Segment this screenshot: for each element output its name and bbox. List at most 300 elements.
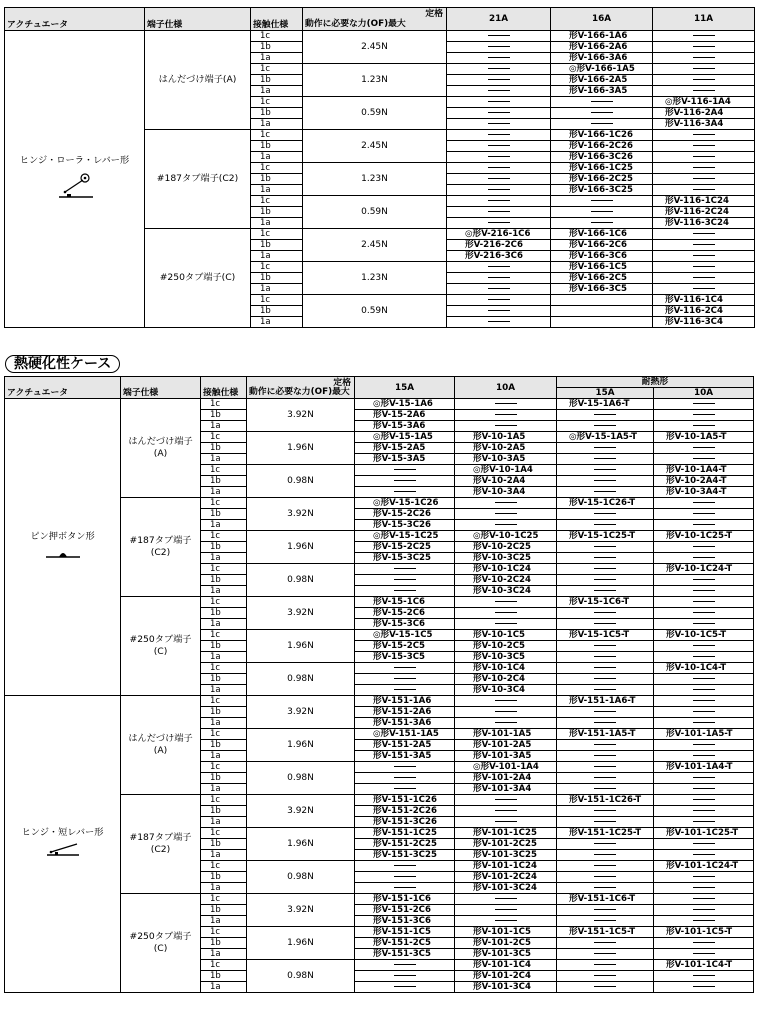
- model-cell: 形V-10-2C25: [455, 542, 557, 553]
- dash-cell: [447, 196, 551, 207]
- contact-cell: 1b: [201, 707, 247, 718]
- dash-cell: [447, 75, 551, 86]
- model-cell: 形V-101-2C5: [455, 938, 557, 949]
- dash-cell: [557, 938, 654, 949]
- model-cell: 形V-15-2C26: [355, 509, 455, 520]
- terminal-cell: [145, 31, 251, 130]
- dash-line: [693, 656, 715, 657]
- terminal-label: #250タブ端子(C): [159, 272, 236, 283]
- actuator-label: ピン押ボタン形: [30, 530, 95, 542]
- dash-line: [591, 123, 613, 124]
- dash-cell: [455, 905, 557, 916]
- dash-cell: [557, 949, 654, 960]
- contact-cell: 1b: [251, 240, 303, 251]
- model-cell: ◎形V-151-1A5: [355, 729, 455, 740]
- contact-cell: 1c: [251, 295, 303, 306]
- dash-cell: [447, 53, 551, 64]
- dash-cell: [654, 894, 754, 905]
- model-cell: 形V-151-1C5-T: [557, 927, 654, 938]
- dash-cell: [557, 883, 654, 894]
- model-cell: 形V-15-3C5: [355, 652, 455, 663]
- dash-line: [693, 953, 715, 954]
- dash-line: [693, 90, 715, 91]
- dash-line: [488, 321, 510, 322]
- contact-cell: 1b: [201, 806, 247, 817]
- dash-cell: [654, 641, 754, 652]
- force-cell: 1.96N: [247, 432, 355, 465]
- dash-cell: [653, 31, 755, 42]
- model-cell: 形V-15-1A6-T: [557, 399, 654, 410]
- terminal-cell: [121, 795, 201, 894]
- dash-line: [394, 887, 416, 888]
- model-cell: 形V-15-2C5: [355, 641, 455, 652]
- dash-cell: [455, 817, 557, 828]
- dash-line: [488, 167, 510, 168]
- model-cell: 形V-10-1A4-T: [654, 465, 754, 476]
- terminal-cell: [145, 130, 251, 229]
- header-force: 動作に必要な力(OF)最大: [305, 19, 406, 29]
- model-cell: 形V-101-3A4: [455, 784, 557, 795]
- model-cell: 形V-10-2C5: [455, 641, 557, 652]
- terminal-cell: [121, 894, 201, 993]
- model-cell: 形V-166-2C25: [551, 174, 653, 185]
- contact-cell: 1b: [251, 207, 303, 218]
- model-cell: 形V-166-1C5: [551, 262, 653, 273]
- dash-cell: [653, 86, 755, 97]
- dash-line: [594, 645, 616, 646]
- dash-cell: [557, 487, 654, 498]
- dash-cell: [455, 894, 557, 905]
- contact-cell: 1a: [201, 553, 247, 564]
- dash-cell: [557, 553, 654, 564]
- contact-cell: 1a: [201, 586, 247, 597]
- dash-line: [594, 865, 616, 866]
- contact-cell: 1c: [201, 861, 247, 872]
- model-cell: 形V-10-3C5: [455, 652, 557, 663]
- force-cell: 1.23N: [303, 163, 447, 196]
- header-terminal: 端子仕様: [145, 8, 251, 31]
- section-title-thermoset-case: 熱硬化性ケース: [5, 355, 120, 373]
- contact-cell: 1b: [201, 872, 247, 883]
- model-cell: ◎形V-15-1A5: [355, 432, 455, 443]
- dash-line: [495, 821, 517, 822]
- dash-line: [693, 156, 715, 157]
- dash-line: [594, 579, 616, 580]
- dash-line: [488, 68, 510, 69]
- terminal-label: #250タブ端子: [129, 634, 192, 645]
- model-cell: 形V-101-1A5: [455, 729, 557, 740]
- dash-line: [693, 755, 715, 756]
- model-cell: 形V-10-2C24: [455, 575, 557, 586]
- dash-cell: [447, 207, 551, 218]
- model-cell: 形V-116-2C4: [653, 306, 755, 317]
- model-cell: 形V-15-3C25: [355, 553, 455, 564]
- contact-cell: 1c: [201, 795, 247, 806]
- table-thermoset-case: [4, 376, 754, 993]
- dash-cell: [557, 861, 654, 872]
- dash-cell: [654, 718, 754, 729]
- dash-cell: [653, 251, 755, 262]
- model-cell: 形V-151-1C26-T: [557, 795, 654, 806]
- dash-line: [594, 744, 616, 745]
- dash-cell: [455, 619, 557, 630]
- dash-line: [594, 678, 616, 679]
- dash-line: [693, 645, 715, 646]
- terminal-label: (C): [153, 943, 168, 954]
- contact-cell: 1c: [251, 64, 303, 75]
- model-cell: 形V-166-3A6: [551, 53, 653, 64]
- dash-line: [495, 601, 517, 602]
- dash-line: [495, 513, 517, 514]
- dash-line: [394, 777, 416, 778]
- force-cell: 0.98N: [247, 960, 355, 993]
- dash-line: [488, 35, 510, 36]
- dash-line: [488, 101, 510, 102]
- dash-cell: [654, 751, 754, 762]
- dash-line: [591, 200, 613, 201]
- dash-cell: [447, 64, 551, 75]
- model-cell: 形V-166-3C5: [551, 284, 653, 295]
- contact-cell: 1a: [251, 119, 303, 130]
- dash-cell: [557, 509, 654, 520]
- terminal-label: (C): [153, 646, 168, 657]
- dash-line: [594, 964, 616, 965]
- dash-line: [594, 942, 616, 943]
- contact-cell: 1a: [201, 421, 247, 432]
- force-cell: 3.92N: [247, 894, 355, 927]
- model-cell: 形V-10-1C25-T: [654, 531, 754, 542]
- model-cell: 形V-15-2A6: [355, 410, 455, 421]
- dash-cell: [653, 229, 755, 240]
- force-cell: 1.23N: [303, 64, 447, 97]
- terminal-label: はんだづけ端子: [128, 436, 193, 447]
- dash-line: [693, 689, 715, 690]
- model-cell: ◎形V-166-1A5: [551, 64, 653, 75]
- dash-line: [495, 909, 517, 910]
- dash-cell: [551, 119, 653, 130]
- dash-line: [495, 403, 517, 404]
- dash-line: [488, 178, 510, 179]
- dash-line: [693, 975, 715, 976]
- dash-line: [488, 46, 510, 47]
- terminal-label: #187タブ端子: [129, 535, 192, 546]
- contact-cell: 1c: [201, 894, 247, 905]
- dash-cell: [355, 685, 455, 696]
- dash-line: [693, 244, 715, 245]
- dash-cell: [654, 817, 754, 828]
- contact-cell: 1a: [201, 685, 247, 696]
- model-cell: 形V-10-2A4-T: [654, 476, 754, 487]
- contact-cell: 1b: [251, 306, 303, 317]
- dash-line: [693, 678, 715, 679]
- dash-cell: [455, 707, 557, 718]
- model-cell: 形V-216-3C6: [447, 251, 551, 262]
- model-cell: 形V-151-1C6: [355, 894, 455, 905]
- model-cell: 形V-10-1A5: [455, 432, 557, 443]
- model-cell: 形V-10-3C24: [455, 586, 557, 597]
- dash-line: [488, 90, 510, 91]
- dash-cell: [653, 185, 755, 196]
- model-cell: 形V-10-2A4: [455, 476, 557, 487]
- dash-cell: [355, 575, 455, 586]
- dash-cell: [447, 284, 551, 295]
- dash-cell: [447, 295, 551, 306]
- dash-line: [693, 942, 715, 943]
- dash-line: [495, 623, 517, 624]
- dash-cell: [447, 185, 551, 196]
- dash-cell: [447, 262, 551, 273]
- model-cell: 形V-10-3C4: [455, 685, 557, 696]
- dash-cell: [653, 141, 755, 152]
- actuator-label: ヒンジ・短レバー形: [21, 826, 104, 838]
- dash-line: [591, 211, 613, 212]
- model-cell: 形V-101-3C5: [455, 949, 557, 960]
- dash-line: [594, 920, 616, 921]
- header-col-15a: 15A: [355, 377, 455, 399]
- dash-line: [693, 612, 715, 613]
- dash-cell: [455, 520, 557, 531]
- dash-line: [394, 491, 416, 492]
- model-cell: 形V-166-3C25: [551, 185, 653, 196]
- terminal-label: (A): [153, 745, 168, 756]
- header-actuator: アクチュエータ: [5, 377, 121, 399]
- model-cell: 形V-15-1C5-T: [557, 630, 654, 641]
- contact-cell: 1a: [201, 817, 247, 828]
- model-cell: 形V-116-2A4: [653, 108, 755, 119]
- dash-cell: [654, 619, 754, 630]
- model-cell: 形V-116-3C4: [653, 317, 755, 328]
- dash-cell: [653, 75, 755, 86]
- contact-cell: 1a: [201, 916, 247, 927]
- dash-line: [693, 35, 715, 36]
- dash-line: [594, 722, 616, 723]
- model-cell: 形V-151-2A6: [355, 707, 455, 718]
- dash-line: [495, 502, 517, 503]
- force-cell: 1.96N: [247, 828, 355, 861]
- dash-cell: [557, 410, 654, 421]
- dash-cell: [455, 795, 557, 806]
- model-cell: 形V-10-1C4: [455, 663, 557, 674]
- contact-cell: 1a: [251, 218, 303, 229]
- force-cell: 0.98N: [247, 564, 355, 597]
- dash-line: [488, 288, 510, 289]
- dash-line: [693, 403, 715, 404]
- header-force-rating: [247, 377, 355, 399]
- dash-cell: [654, 575, 754, 586]
- contact-cell: 1b: [251, 174, 303, 185]
- model-cell: 形V-15-1C6: [355, 597, 455, 608]
- dash-cell: [557, 839, 654, 850]
- dash-line: [394, 788, 416, 789]
- dash-line: [693, 134, 715, 135]
- dash-line: [693, 821, 715, 822]
- dash-line: [594, 766, 616, 767]
- contact-cell: 1b: [201, 410, 247, 421]
- dash-line: [693, 788, 715, 789]
- dash-line: [488, 57, 510, 58]
- model-cell: 形V-101-2C25: [455, 839, 557, 850]
- terminal-label: はんだづけ端子(A): [158, 74, 237, 85]
- dash-cell: [455, 916, 557, 927]
- model-cell: 形V-116-1C4: [653, 295, 755, 306]
- force-cell: 1.96N: [247, 729, 355, 762]
- dash-cell: [654, 850, 754, 861]
- contact-cell: 1a: [201, 619, 247, 630]
- model-cell: 形V-151-3C26: [355, 817, 455, 828]
- table-row: [5, 31, 755, 42]
- contact-cell: 1a: [201, 454, 247, 465]
- contact-cell: 1b: [201, 905, 247, 916]
- force-cell: 0.98N: [247, 762, 355, 795]
- model-cell: 形V-101-1A4-T: [654, 762, 754, 773]
- contact-cell: 1a: [201, 949, 247, 960]
- contact-cell: 1a: [201, 718, 247, 729]
- dash-cell: [654, 916, 754, 927]
- terminal-label: #187タブ端子: [129, 832, 192, 843]
- force-cell: 3.92N: [247, 399, 355, 432]
- dash-line: [488, 266, 510, 267]
- dash-line: [693, 79, 715, 80]
- dash-cell: [447, 130, 551, 141]
- force-cell: 2.45N: [303, 229, 447, 262]
- dash-cell: [557, 564, 654, 575]
- force-cell: 0.98N: [247, 663, 355, 696]
- dash-line: [693, 810, 715, 811]
- contact-cell: 1a: [251, 251, 303, 262]
- dash-line: [693, 744, 715, 745]
- table-row: [5, 696, 754, 707]
- dash-line: [693, 722, 715, 723]
- table-row: [5, 399, 754, 410]
- dash-cell: [557, 443, 654, 454]
- contact-cell: 1b: [251, 108, 303, 119]
- dash-line: [693, 898, 715, 899]
- contact-cell: 1a: [251, 86, 303, 97]
- model-cell: 形V-166-2C5: [551, 273, 653, 284]
- contact-cell: 1b: [201, 476, 247, 487]
- dash-cell: [654, 685, 754, 696]
- dash-cell: [653, 163, 755, 174]
- dash-cell: [557, 476, 654, 487]
- dash-cell: [447, 174, 551, 185]
- header-force-rating: [303, 8, 447, 31]
- dash-line: [594, 711, 616, 712]
- dash-cell: [455, 410, 557, 421]
- model-cell: ◎形V-10-1C25: [455, 531, 557, 542]
- dash-line: [594, 612, 616, 613]
- model-cell: 形V-151-2C26: [355, 806, 455, 817]
- model-cell: 形V-166-1A6: [551, 31, 653, 42]
- header-col-16a: 16A: [551, 8, 653, 31]
- force-cell: 3.92N: [247, 795, 355, 828]
- dash-cell: [355, 762, 455, 773]
- dash-line: [394, 590, 416, 591]
- model-cell: 形V-15-3C6: [355, 619, 455, 630]
- dash-line: [594, 975, 616, 976]
- contact-cell: 1c: [201, 498, 247, 509]
- model-cell: 形V-10-1C24-T: [654, 564, 754, 575]
- dash-line: [594, 810, 616, 811]
- contact-cell: 1c: [201, 828, 247, 839]
- model-cell: 形V-166-2A5: [551, 75, 653, 86]
- dash-cell: [557, 740, 654, 751]
- dash-cell: [557, 982, 654, 993]
- dash-cell: [653, 130, 755, 141]
- terminal-cell: [121, 498, 201, 597]
- contact-cell: 1b: [201, 542, 247, 553]
- dash-cell: [557, 542, 654, 553]
- dash-line: [488, 277, 510, 278]
- model-cell: 形V-151-2A5: [355, 740, 455, 751]
- dash-line: [488, 156, 510, 157]
- dash-cell: [455, 806, 557, 817]
- table-standard-case: [4, 7, 755, 328]
- dash-line: [693, 920, 715, 921]
- dash-line: [594, 656, 616, 657]
- model-cell: 形V-10-1A5-T: [654, 432, 754, 443]
- contact-cell: 1a: [251, 53, 303, 64]
- model-cell: 形V-10-1C24: [455, 564, 557, 575]
- dash-cell: [355, 883, 455, 894]
- dash-line: [394, 964, 416, 965]
- dash-line: [394, 480, 416, 481]
- model-cell: 形V-151-2C25: [355, 839, 455, 850]
- dash-line: [594, 909, 616, 910]
- model-cell: ◎形V-101-1A4: [455, 762, 557, 773]
- terminal-label: (C2): [150, 844, 171, 855]
- dash-cell: [455, 399, 557, 410]
- dash-cell: [557, 817, 654, 828]
- hinge-short-lever-icon: [5, 842, 120, 861]
- dash-line: [693, 843, 715, 844]
- model-cell: 形V-151-2C5: [355, 938, 455, 949]
- contact-cell: 1b: [201, 443, 247, 454]
- force-cell: 0.59N: [303, 97, 447, 130]
- model-cell: 形V-10-1C5-T: [654, 630, 754, 641]
- dash-cell: [557, 619, 654, 630]
- model-cell: 形V-166-1C6: [551, 229, 653, 240]
- model-cell: 形V-101-3A5: [455, 751, 557, 762]
- model-cell: 形V-10-1C4-T: [654, 663, 754, 674]
- force-cell: 1.96N: [247, 927, 355, 960]
- model-cell: 形V-116-2C24: [653, 207, 755, 218]
- model-cell: 形V-166-1C25: [551, 163, 653, 174]
- contact-cell: 1c: [251, 196, 303, 207]
- dash-line: [394, 986, 416, 987]
- model-cell: 形V-116-3A4: [653, 119, 755, 130]
- contact-cell: 1b: [201, 839, 247, 850]
- force-cell: 0.98N: [247, 465, 355, 498]
- actuator-cell: [5, 399, 121, 696]
- dash-line: [594, 821, 616, 822]
- force-cell: 3.92N: [247, 597, 355, 630]
- dash-line: [693, 986, 715, 987]
- dash-line: [693, 711, 715, 712]
- dash-cell: [653, 273, 755, 284]
- force-cell: 3.92N: [247, 498, 355, 531]
- dash-line: [693, 447, 715, 448]
- dash-cell: [355, 773, 455, 784]
- header-heat-col-10a: 10A: [654, 388, 754, 399]
- dash-line: [488, 79, 510, 80]
- dash-cell: [355, 861, 455, 872]
- dash-line: [495, 711, 517, 712]
- dash-cell: [447, 42, 551, 53]
- dash-line: [394, 975, 416, 976]
- dash-line: [693, 854, 715, 855]
- header-actuator: アクチュエータ: [5, 8, 145, 31]
- dash-cell: [654, 883, 754, 894]
